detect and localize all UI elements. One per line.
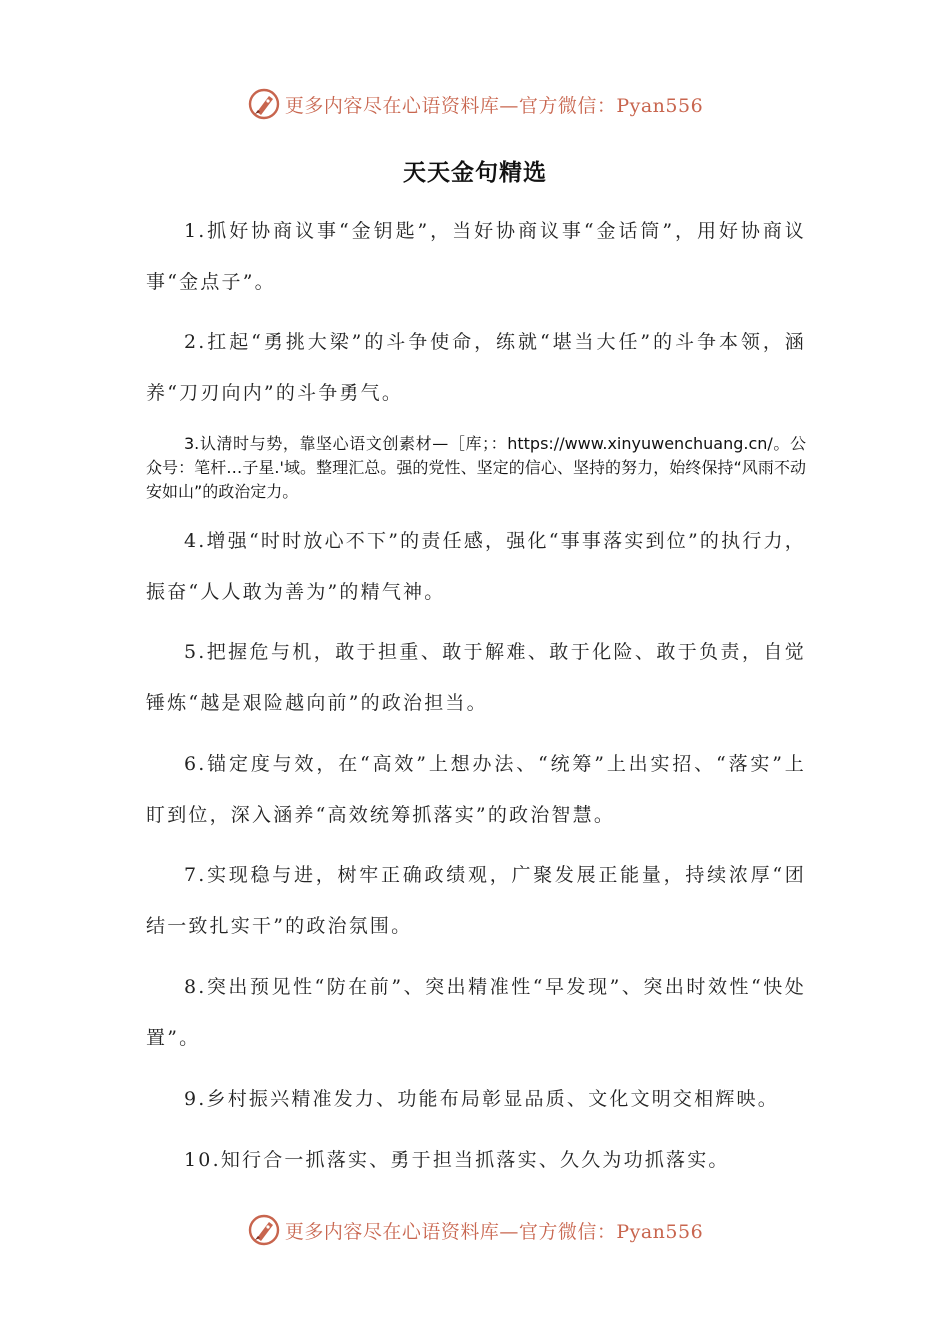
header-banner-text: 更多内容尽在心语资料库—官方微信：Pyan556	[284, 94, 704, 117]
list-item: 6.锚定度与效，在“高效”上想办法、“统筹”上出实招、“落实”上盯到位，深入涵养“高效统筹抓落实”的政治智慧。	[146, 753, 806, 826]
pen-nib-logo-icon	[247, 1213, 281, 1247]
list-item: 9.乡村振兴精准发力、功能布局彰显品质、文化文明交相辉映。	[184, 1088, 779, 1110]
list-item: 7.实现稳与进，树牢正确政绩观，广聚发展正能量，持续浓厚“团结一致扎实干”的政治氛围。	[146, 864, 806, 937]
footer-banner	[0, 1210, 950, 1250]
list-item: 8.突出预见性“防在前”、突出精准性“早发现”、突出时效性“快处置”。	[146, 976, 806, 1049]
list-item: 2.扛起“勇挑大梁”的斗争使命，练就“堪当大任”的斗争本领，涵养“刀刃向内”的斗争勇气。	[146, 331, 806, 404]
list-item: 10.知行合一抓落实、勇于担当抓落实、久久为功抓落实。	[184, 1149, 730, 1171]
list-item: 5.把握危与机，敢于担重、敢于解难、敢于化险、敢于负责，自觉锤炼“越是艰险越向前”的政治担当。	[146, 641, 806, 714]
list-item: 4.增强“时时放心不下”的责任感，强化“事事落实到位”的执行力，振奋“人人敢为善为”的精气神。	[146, 530, 806, 603]
list-item: 3.认清时与势，靠坚心语文创素材—［库；：https://www.xinyuwenchuang.cn/。公众号：笔杆…子星.'域。整理汇总。强的党性、坚定的信心、坚持的努力，始终保持“风雨不动安如山”的政治定力。	[146, 434, 806, 501]
footer-banner-text: 更多内容尽在心语资料库—官方微信：Pyan556	[284, 1220, 704, 1243]
page-title: 天天金句精选	[403, 159, 547, 186]
pen-nib-logo-icon	[247, 87, 281, 121]
list-item: 1.抓好协商议事“金钥匙”，当好协商议事“金话筒”，用好协商议事“金点子”。	[146, 220, 806, 293]
header-banner	[0, 84, 950, 124]
